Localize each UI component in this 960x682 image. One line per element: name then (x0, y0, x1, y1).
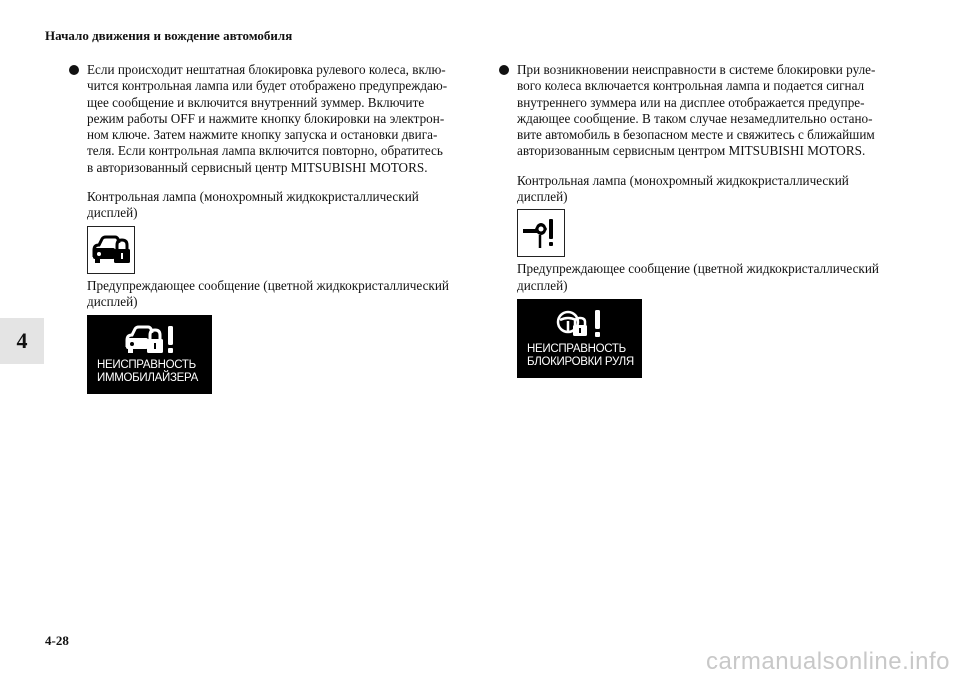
text-line: в авторизованный сервисный центр MITSUBISHI MOTORS. (87, 159, 428, 175)
caption-line: дисплей) (87, 293, 138, 309)
message-caption (87, 278, 464, 311)
text-line: вого колеса включается контрольная лампа и подается сигнал (517, 78, 865, 94)
bullet-icon (69, 65, 79, 75)
wrench-warning-icon (521, 215, 561, 251)
indicator-lamp (517, 209, 565, 257)
left-column (69, 62, 464, 394)
text-line: При возникновении неисправности в системе блокировки руле- (517, 62, 876, 77)
text-line: ном ключе. Затем нажмите кнопку запуска и остановки двига- (87, 127, 438, 143)
caption-line: дисплей) (87, 205, 138, 221)
page-header: Начало движения и вождение автомобиля (45, 28, 293, 43)
caption-line: дисплей) (517, 277, 568, 293)
bullet-icon (499, 65, 509, 75)
text-line: внутреннего зуммера или на дисплее отображается предупре- (517, 94, 865, 110)
chapter-number: 4 (16, 328, 28, 353)
text-line: щее сообщение и включится внутренний зуммер. Включите (87, 94, 425, 110)
text-line: Если происходит нештатная блокировка рулевого колеса, вклю- (87, 62, 446, 77)
car-lock-warning-icon (123, 325, 177, 355)
left-paragraph (69, 62, 464, 176)
text-line: теля. Если контрольная лампа включится повторно, обратитесь (87, 143, 443, 159)
text-line: ждающее сообщение. В таком случае незамедлительно остано- (517, 110, 873, 126)
caption-line: Предупреждающее сообщение (цветной жидкокристаллический (87, 277, 449, 293)
lamp-caption (517, 173, 894, 206)
chapter-tab (0, 318, 44, 364)
right-column (499, 62, 894, 378)
caption-line: Контрольная лампа (монохромный жидкокристаллический (87, 189, 419, 205)
watermark: carmanualsonline.info (706, 648, 950, 675)
text-line: режим работы OFF и нажмите кнопку блокировки на электрон- (87, 110, 445, 126)
caption-line: Контрольная лампа (монохромный жидкокристаллический (517, 172, 849, 188)
lamp-caption (87, 189, 464, 222)
display-line: НЕИСПРАВНОСТЬ (527, 342, 626, 355)
display-line: ИММОБИЛАЙЗЕРА (97, 372, 198, 385)
display-message (97, 359, 208, 385)
text-line: авторизованным сервисным центром MITSUBISHI MOTORS. (517, 143, 866, 159)
indicator-lamp (87, 226, 135, 274)
text-line: вите автомобиль в безопасном месте и свяжитесь с ближайшим (517, 127, 875, 143)
message-caption (517, 261, 894, 294)
caption-line: дисплей) (517, 189, 568, 205)
text-line: чится контрольная лампа или будет отображено предупреждаю- (87, 78, 448, 94)
display-line: НЕИСПРАВНОСТЬ (97, 359, 196, 372)
car-lock-icon (91, 235, 131, 265)
warning-display (87, 315, 212, 394)
page-number: 4-28 (45, 633, 69, 648)
steering-lock-warning-icon (555, 309, 605, 339)
right-paragraph (499, 62, 894, 160)
display-line: БЛОКИРОВКИ РУЛЯ (527, 355, 634, 368)
display-message (527, 343, 638, 369)
warning-display (517, 299, 642, 378)
caption-line: Предупреждающее сообщение (цветной жидкокристаллический (517, 261, 879, 277)
